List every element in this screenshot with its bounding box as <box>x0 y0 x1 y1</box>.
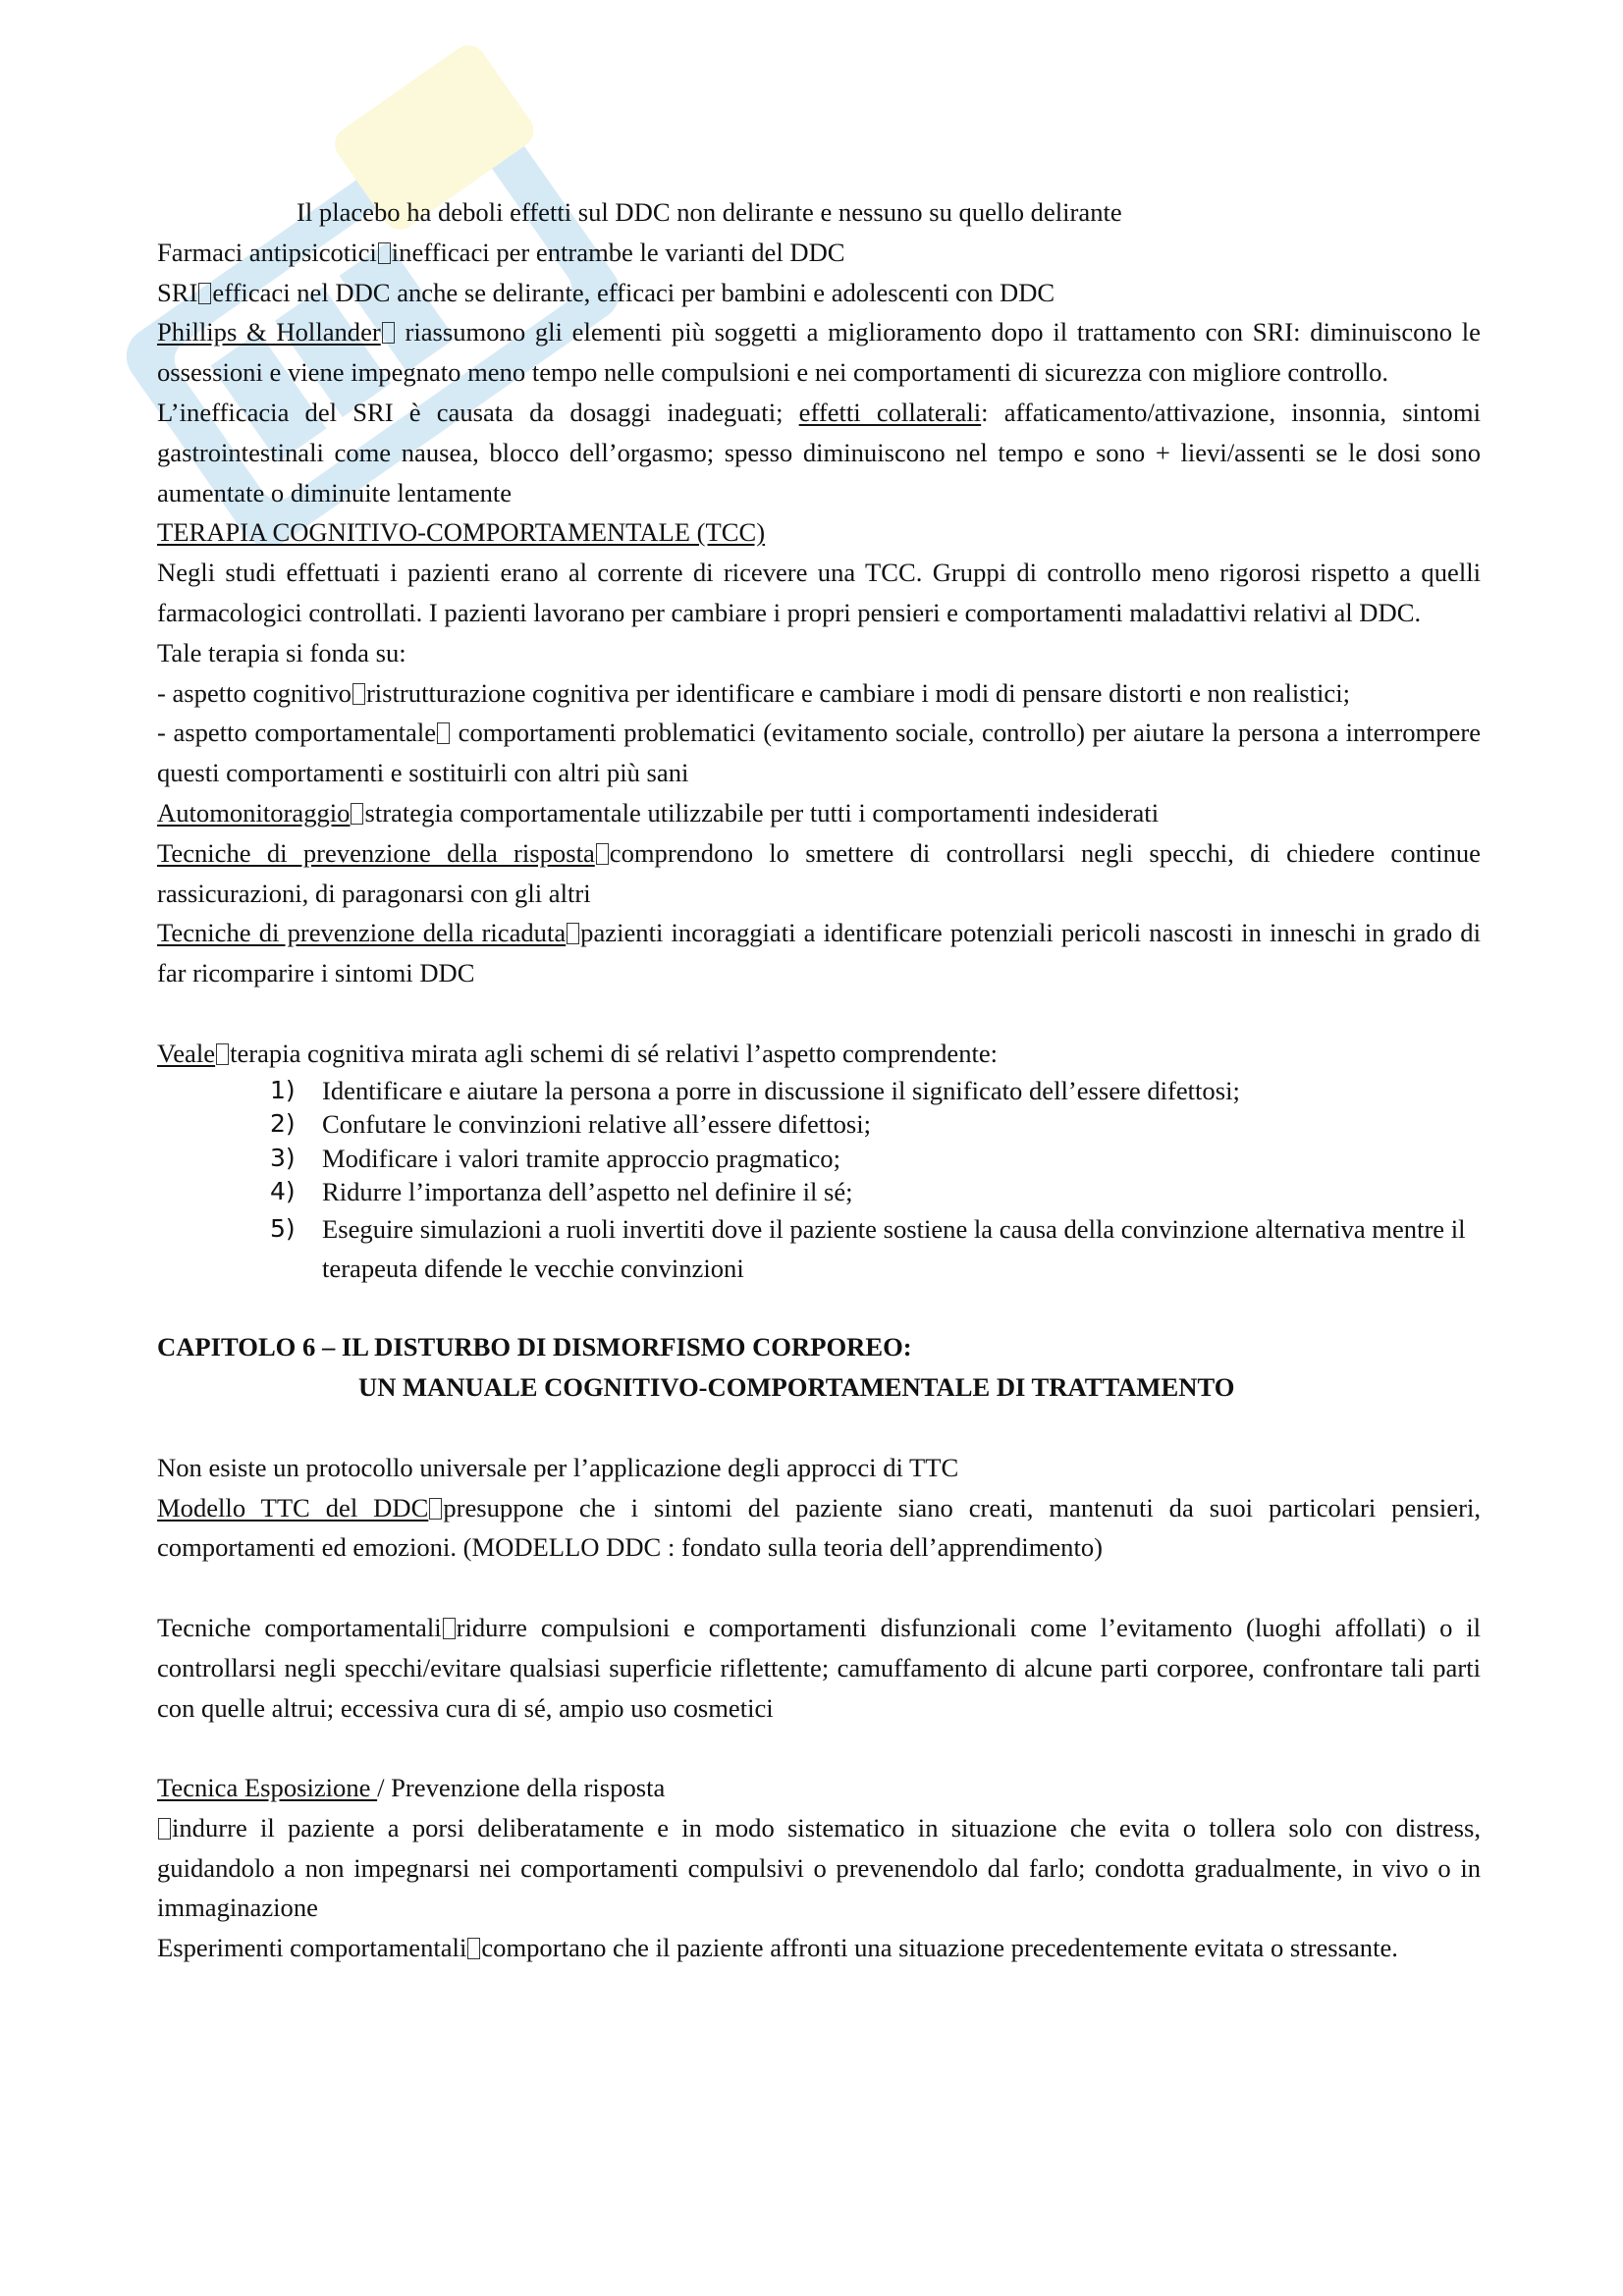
chapter-title: CAPITOLO 6 – IL DISTURBO DI DISMORFISMO CORPOREO: <box>157 1332 912 1362</box>
missing-glyph-icon <box>351 803 363 825</box>
missing-glyph-icon <box>382 322 395 344</box>
missing-glyph-icon <box>158 1818 171 1840</box>
list-item: 4) Ridurre l’importanza dell’aspetto nel definire il sé; <box>270 1177 853 1207</box>
paragraph-tecniche-comportamentali: Tecniche comportamentali ridurre compulsioni e comportamenti disfunzionali come l’evitamento (luoghi affollati) o il controllarsi negli specchi/evitare qualsiasi superficie riflettente; camuffamento di alcune parti corporee, confrontare tali parti con quelle altrui; eccessiva cura di sé, ampio uso cosmetici <box>157 1612 1481 1723</box>
list-item: 5) Eseguire simulazioni a ruoli invertiti dove il paziente sostiene la causa della convinzione alternativa mentre il terapeuta difende le vecchie convinzioni <box>270 1213 1466 1283</box>
paragraph-veale: Veale terapia cognitiva mirata agli schemi di sé relativi l’aspetto comprendente: <box>157 1038 999 1068</box>
document-body <box>157 192 1481 1968</box>
paragraph-protocollo: Non esiste un protocollo universale per l’applicazione degli approcci di TTC <box>157 1452 959 1482</box>
paragraph-modello-ttc: Modello TTC del DDC presuppone che i sintomi del paziente siano creati, mantenuti da suoi particolari pensieri, comportamenti ed emozioni. (MODELLO DDC : fondato sulla teoria dell’apprendimento) <box>157 1492 1481 1563</box>
paragraph-studi: Negli studi effettuati i pazienti erano al corrente di ricevere una TCC. Gruppi di controllo meno rigorosi rispetto a quelli farmacologici controllati. I pazienti lavorano per cambiare i propri pensieri e comportamenti maladattivi relativi al DDC. <box>157 558 1481 627</box>
paragraph-prevenzione-ricaduta: Tecniche di prevenzione della ricaduta pazienti incoraggiati a identificare potenziali pericoli nascosti in inneschi in grado di far ricomparire i sintomi DDC <box>157 918 1481 988</box>
missing-glyph-icon <box>437 722 450 744</box>
paragraph-aspetto-cognitivo: - aspetto cognitivo ristrutturazione cognitiva per identificare e cambiare i modi di pensare distorti e non realistici; <box>157 677 1351 708</box>
heading-tcc: TERAPIA COGNITIVO-COMPORTAMENTALE (TCC) <box>157 517 766 548</box>
missing-glyph-icon <box>567 923 579 944</box>
paragraph-inefficacia: L’inefficacia del SRI è causata da dosaggi inadeguati; effetti collaterali: affaticamento/attivazione, insonnia, sintomi gastrointestinali come nausea, blocco dell’orgasmo; spesso diminuiscono nel tempo e sono + lievi/assenti se le dosi sono aumentate o diminuite lentamente <box>157 397 1482 507</box>
paragraph-automonitoraggio: Automonitoraggio strategia comportamentale utilizzabile per tutti i comportamenti indesiderati <box>157 797 1160 828</box>
paragraph-esperimenti: Esperimenti comportamentali comportano che il paziente affronti una situazione precedentemente evitata o stressante. <box>157 1933 1398 1963</box>
paragraph-prevenzione-risposta: Tecniche di prevenzione della risposta comprendono lo smettere di controllarsi negli specchi, di chiedere continue rassicurazioni, di paragonarsi con gli altri <box>157 837 1481 908</box>
missing-glyph-icon <box>429 1498 442 1520</box>
missing-glyph-icon <box>378 242 391 264</box>
paragraph-tecnica-esposizione: Tecnica Esposizione / Prevenzione della risposta <box>157 1773 666 1803</box>
paragraph-phillips: Phillips & Hollander riassumono gli elementi più soggetti a miglioramento dopo il trattamento con SRI: diminuiscono le ossessioni e viene impegnato meno tempo nelle compulsioni e nei comportamenti di sicurezza con migliore controllo. <box>157 317 1481 388</box>
paragraph-antipsicotici: Farmaci antipsicotici inefficaci per entrambe le varianti del DDC <box>157 237 845 267</box>
missing-glyph-icon <box>352 683 365 705</box>
missing-glyph-icon <box>198 283 211 304</box>
paragraph-sri: SRI efficaci nel DDC anche se delirante, efficaci per bambini e adolescenti con DDC <box>157 277 1055 307</box>
chapter-subtitle: UN MANUALE COGNITIVO-COMPORTAMENTALE DI TRATTAMENTO <box>358 1372 1235 1403</box>
missing-glyph-icon <box>216 1043 229 1065</box>
list-item: 2) Confutare le convinzioni relative all’essere difettosi; <box>270 1109 872 1140</box>
veale-list <box>157 1074 1481 1288</box>
missing-glyph-icon <box>443 1618 456 1639</box>
paragraph-indurre: indurre il paziente a porsi deliberatamente e in modo sistematico in situazione che evita o tollera solo con distress, guidandolo a non impegnarsi nei comportamenti compulsivi o prevenendolo dal farlo; condotta gradualmente, in vivo o in immaginazione <box>157 1812 1481 1923</box>
paragraph-placebo: Il placebo ha deboli effetti sul DDC non delirante e nessuno su quello delirante <box>297 197 1122 227</box>
list-item: 1) Identificare e aiutare la persona a porre in discussione il significato dell’essere difettosi; <box>270 1075 1240 1105</box>
missing-glyph-icon <box>467 1938 480 1959</box>
missing-glyph-icon <box>596 843 609 865</box>
list-item: 3) Modificare i valori tramite approccio pragmatico; <box>270 1143 840 1173</box>
paragraph-aspetto-comportamentale: - aspetto comportamentale comportamenti problematici (evitamento sociale, controllo) per aiutare la persona a interrompere questi comportamenti e sostituirli con altri più sani <box>157 718 1482 788</box>
paragraph-tale-terapia: Tale terapia si fonda su: <box>157 637 406 667</box>
